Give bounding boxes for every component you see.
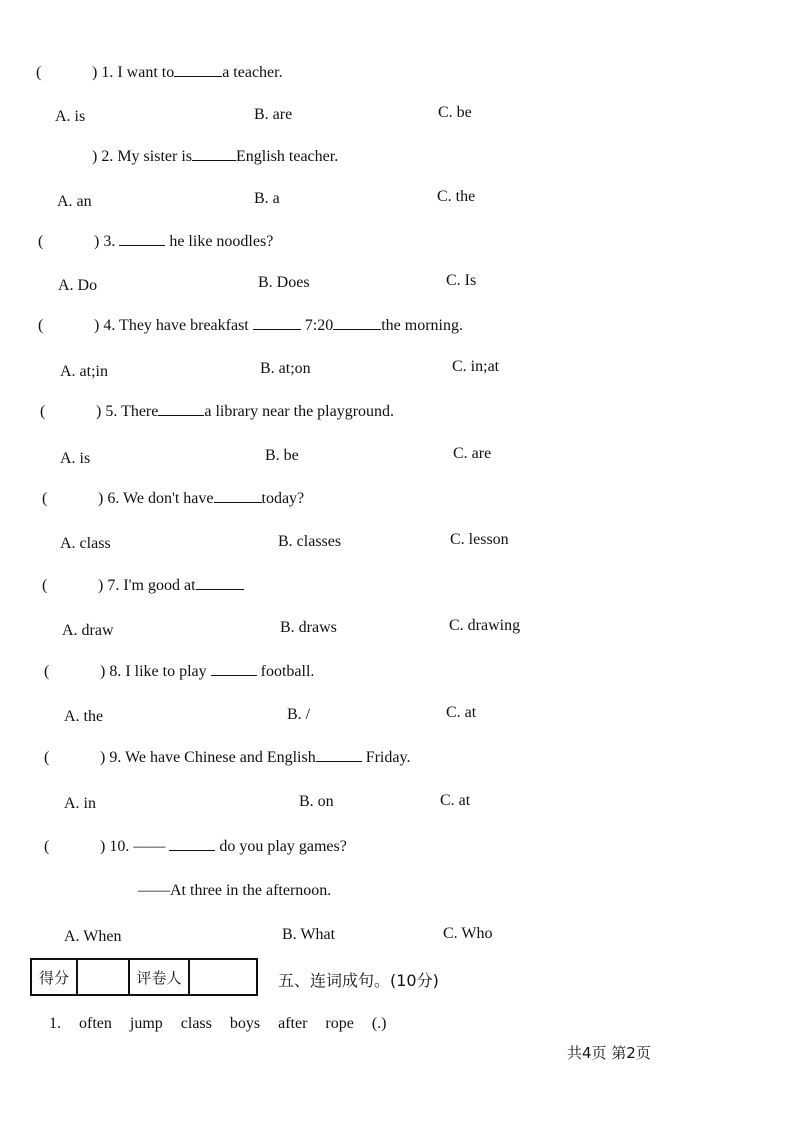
answer-blank[interactable] [119,244,165,246]
answer-blank[interactable] [196,588,244,590]
option-c[interactable]: C. in;at [452,358,500,375]
question-10: ( ) 10. —— do you play games? [44,838,347,855]
answer-paren[interactable]: ( [42,577,48,594]
option-c[interactable]: C. are [453,445,492,462]
option-c[interactable]: C. at [446,704,477,721]
option-b[interactable]: B. be [265,447,299,464]
answer-blank[interactable] [214,501,262,503]
question-2: ) 2. My sister is English teacher. [92,148,339,165]
question-3: ( ) 3. he like noodles? [38,233,274,250]
answer-blank[interactable] [211,674,257,676]
question-text: a teacher. [222,64,283,81]
answer-blank[interactable] [333,328,381,330]
option-b[interactable]: B. / [287,706,311,723]
question-text: 6. We don't have [107,490,214,507]
answer-blank[interactable] [253,328,301,330]
question-text: 4. They have breakfast [103,317,249,334]
answer-paren[interactable]: ( [40,403,46,420]
question-text: he like noodles? [169,233,274,250]
option-b[interactable]: B. draws [280,619,337,636]
answer-paren[interactable]: ( [44,838,50,855]
question-text: a library near the playground. [204,403,395,420]
question-5: ( ) 5. There a library near the playground. [40,403,395,420]
option-a[interactable]: A. class [60,535,111,552]
score-cell[interactable] [77,959,129,995]
grader-label: 评卷人 [129,959,189,995]
answer-blank[interactable] [158,414,204,416]
answer-paren[interactable]: ( [44,749,50,766]
question-text: Friday. [365,749,411,766]
question-text: 1. I want to [101,64,175,81]
option-a[interactable]: A. is [55,108,86,125]
question-6: ( ) 6. We don't have today? [42,490,305,507]
option-c[interactable]: C. lesson [450,531,509,548]
answer-paren[interactable]: ( [44,663,50,680]
option-a[interactable]: A. When [64,928,122,945]
option-b[interactable]: B. a [254,190,280,207]
question-text: football. [260,663,315,680]
question-text: 10. —— [109,838,166,855]
answer-blank[interactable] [316,760,362,762]
option-c[interactable]: C. drawing [449,617,521,634]
option-a[interactable]: A. at;in [60,363,108,380]
option-a[interactable]: A. draw [62,622,114,639]
page-footer: 共4页 第2页 [567,1044,651,1062]
option-b[interactable]: B. classes [278,533,342,550]
question-text: 2. My sister is [101,148,192,165]
option-c[interactable]: C. be [438,104,472,121]
option-b[interactable]: B. on [299,793,334,810]
question-text: 8. I like to play [109,663,207,680]
question-text: 5. There [105,403,159,420]
question-text: do you play games? [219,838,347,855]
option-a[interactable]: A. is [60,450,91,467]
option-b[interactable]: B. at;on [260,360,311,377]
option-c[interactable]: C. Who [443,925,493,942]
question-9: ( ) 9. We have Chinese and English Friday. [44,749,411,766]
score-box [30,958,258,996]
option-a[interactable]: A. Do [58,277,98,294]
answer-blank[interactable] [192,159,236,161]
question-text: the morning. [381,317,463,334]
question-text: today? [261,490,305,507]
answer-paren[interactable]: ( [38,317,44,334]
question-4: ( ) 4. They have breakfast 7:20 the morning. [38,317,463,334]
question-10-answer: ——At three in the afternoon. [138,882,332,899]
option-a[interactable]: A. the [64,708,104,725]
reorder-question-1: 1. often jump class boys after rope (.) [49,1015,387,1032]
question-1: ( ) 1. I want to a teacher. [36,64,283,81]
option-b[interactable]: B. What [282,926,336,943]
score-label: 得分 [31,959,77,995]
option-c[interactable]: C. the [437,188,476,205]
question-8: ( ) 8. I like to play football. [44,663,315,680]
answer-paren[interactable]: ( [36,64,42,81]
option-a[interactable]: A. an [57,193,92,210]
option-a[interactable]: A. in [64,795,96,812]
question-text: 7. I'm good at [107,577,196,594]
question-text: English teacher. [236,148,339,165]
option-c[interactable]: C. at [440,792,471,809]
question-7: ( ) 7. I'm good at [42,577,244,595]
answer-paren[interactable]: ( [38,233,44,250]
answer-blank[interactable] [174,75,222,77]
answer-paren[interactable]: ( [42,490,48,507]
question-text: 9. We have Chinese and English [109,749,316,766]
grader-cell[interactable] [189,959,257,995]
option-b[interactable]: B. are [254,106,293,123]
option-c[interactable]: C. Is [446,272,477,289]
question-text: 3. [103,233,116,250]
option-b[interactable]: B. Does [258,274,310,291]
answer-blank[interactable] [169,849,215,851]
section-title: 五、连词成句。(10分) [278,971,439,990]
